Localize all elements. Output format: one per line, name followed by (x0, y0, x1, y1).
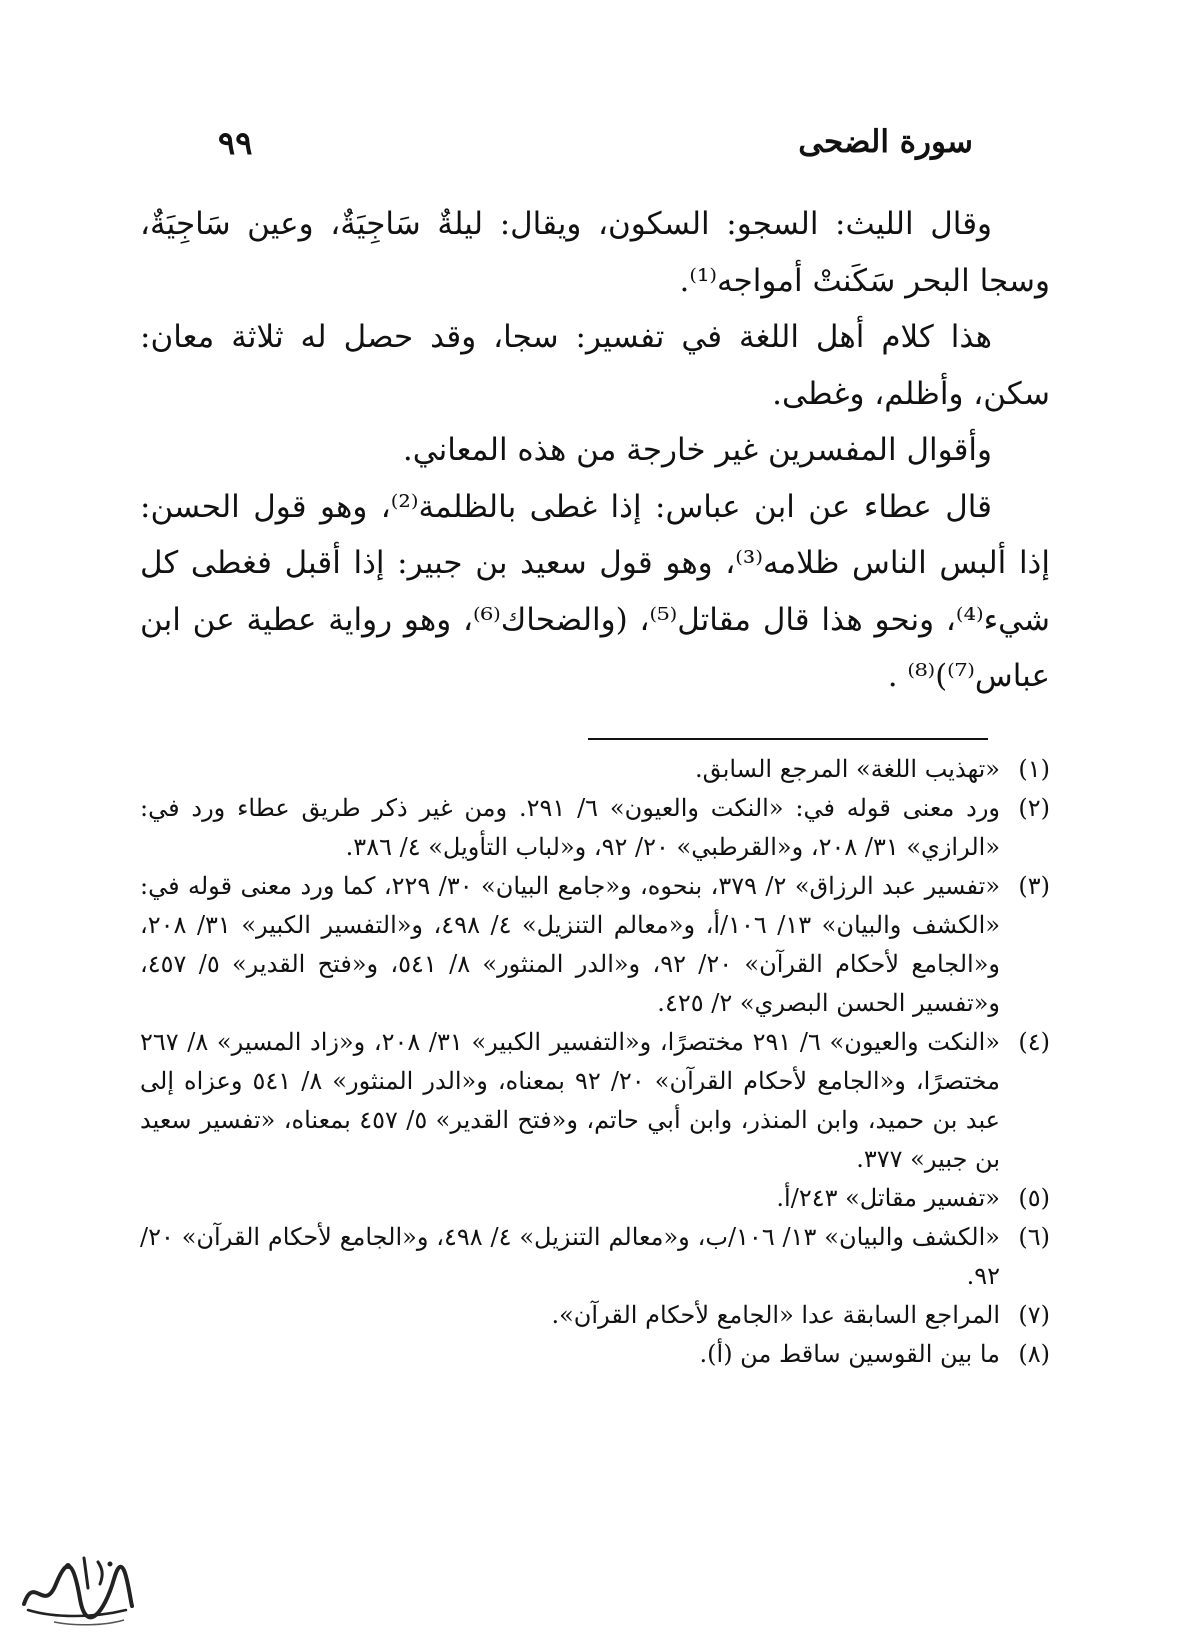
footnote-text: «تهذيب اللغة» المرجع السابق. (695, 755, 1000, 783)
footnote-number: (٨) (1018, 1340, 1050, 1368)
footnote-number: (٦) (1018, 1223, 1050, 1251)
footnote-text: «النكت والعيون» ٦/ ٢٩١ مختصرًا، و«التفسير الكبير» ٣١/ ٢٠٨، و«زاد المسير» ٨/ ٢٦٧ مختصرًا، و«الجامع لأحكام القرآن» ٢٠/ ٩٢ بمعناه، و«الدر المنثور» ٨/ ٥٤١ وعزاه إلى عبد بن حميد، وابن المنذر، وابن أبي حاتم، و«فتح القدير» ٥/ ٤٥٧ بمعناه، «تفسير سعيد بن جبير» ٣٧٧. (140, 1028, 1001, 1173)
footnote-2 (140, 789, 1050, 867)
footnote-6 (140, 1218, 1050, 1296)
footnote-7 (140, 1296, 1050, 1335)
footnote-4 (140, 1023, 1050, 1179)
footnote-number: (٧) (1018, 1301, 1050, 1329)
footnote-text: «تفسير مقاتل» ٢٤٣/أ. (776, 1184, 1000, 1212)
footnote-text: المراجع السابقة عدا «الجامع لأحكام القرآن». (551, 1301, 1000, 1329)
running-header-surah-title: سورة الضحى (798, 124, 973, 160)
paragraph-3: وأقوال المفسرين غير خارجة من هذه المعاني. (402, 432, 992, 468)
footnote-text: «تفسير عبد الرزاق» ٢/ ٣٧٩، بنحوه، و«جامع البيان» ٣٠/ ٢٢٩، كما ورد معنى قوله في: «الكشف والبيان» ١٣/ ١٠٦/أ، و«معالم التنزيل» ٤/ ٤٩٨، و«التفسير الكبير» ٣١/ ٢٠٨، و«الجامع لأحكام القرآن» ٢٠/ ٩٢، و«الدر المنثور» ٨/ ٥٤١، و«فتح القدير» ٥/ ٤٥٧، و«تفسير الحسن البصري» ٢/ ٤٢٥. (140, 872, 1001, 1017)
paragraph-4: قال عطاء عن ابن عباس: إذا غطى بالظلمة⁽²⁾، وهو قول الحسن: إذا ألبس الناس ظلامه⁽³⁾، وهو قول سعيد بن جبير: إذا أقبل فغطى كل شيء⁽⁴⁾، ونحو هذا قال مقاتل⁽⁵⁾، (والضحاك⁽⁶⁾، وهو رواية عطية عن ابن عباس⁽⁷⁾)⁽⁸⁾ . (140, 488, 1050, 694)
footnote-3 (140, 867, 1050, 1023)
footnote-number: (٤) (1018, 1028, 1050, 1056)
paragraph-2: هذا كلام أهل اللغة في تفسير: سجا، وقد حصل له ثلاثة معان: سكن، وأظلم، وغطى. (140, 319, 1050, 412)
page-number: ٩٩ (218, 124, 253, 162)
main-text (140, 196, 1050, 705)
footnote-number: (٥) (1018, 1184, 1050, 1212)
footnote-separator (588, 738, 988, 740)
footnote-text: «الكشف والبيان» ١٣/ ١٠٦/ب، و«معالم التنزيل» ٤/ ٤٩٨، و«الجامع لأحكام القرآن» ٢٠/ ٩٢. (140, 1223, 1000, 1290)
footnote-5 (140, 1179, 1050, 1218)
footnote-number: (١) (1018, 755, 1050, 783)
footnote-text: ما بين القوسين ساقط من (أ). (699, 1340, 1000, 1368)
footnote-number: (٣) (1018, 872, 1050, 900)
footnote-text: ورد معنى قوله في: «النكت والعيون» ٦/ ٢٩١. ومن غير ذكر طريق عطاء ورد في: «الرازي» ٣١/ ٢٠٨، و«القرطبي» ٢٠/ ٩٢، و«لباب التأويل» ٤/ ٣٨٦. (140, 794, 1000, 861)
paragraph-1: وقال الليث: السجو: السكون، ويقال: ليلةٌ سَاجِيَةٌ، وعين سَاجِيَةٌ، وسجا البحر سَكَنتْ أمواجه⁽¹⁾. (140, 206, 1050, 299)
footnote-8 (140, 1335, 1050, 1374)
footnote-1 (140, 750, 1050, 789)
calligraphy-logo-icon (14, 1544, 138, 1630)
footnotes (140, 750, 1050, 1374)
footnote-number: (٢) (1018, 794, 1050, 822)
publisher-logo (14, 1544, 138, 1630)
